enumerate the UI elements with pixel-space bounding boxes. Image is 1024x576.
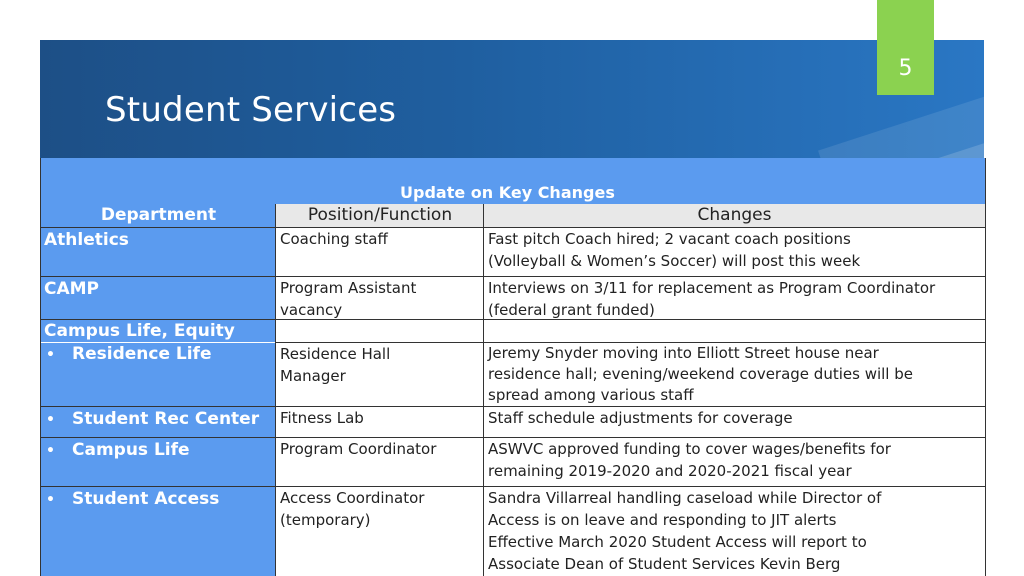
bullet-icon: • bbox=[46, 347, 55, 363]
position-line: Coaching staff bbox=[280, 230, 388, 248]
changes-line: (Volleyball & Women’s Soccer) will post this week bbox=[488, 252, 861, 270]
changes-line: remaining 2019-2020 and 2020-2021 fiscal year bbox=[488, 462, 852, 480]
table-row-changes bbox=[484, 228, 985, 276]
table-row-department bbox=[41, 407, 276, 437]
key-changes-table bbox=[40, 158, 986, 576]
changes-line: Fast pitch Coach hired; 2 vacant coach positions bbox=[488, 230, 851, 248]
table-row-position bbox=[276, 228, 484, 276]
bullet-icon: • bbox=[46, 492, 55, 508]
department-label: Campus Life bbox=[72, 440, 190, 460]
changes-line: ASWVC approved funding to cover wages/benefits for bbox=[488, 440, 891, 458]
department-label: Student Access bbox=[72, 489, 220, 509]
table-row-position bbox=[276, 277, 484, 319]
slide-number: 5 bbox=[898, 56, 913, 81]
position-line: Fitness Lab bbox=[280, 409, 364, 427]
department-label: Student Rec Center bbox=[72, 409, 260, 429]
changes-line: Associate Dean of Student Services Kevin Berg bbox=[488, 555, 841, 573]
changes-line: Staff schedule adjustments for coverage bbox=[488, 409, 793, 427]
bullet-icon: • bbox=[46, 412, 55, 428]
table-row-department: Athletics bbox=[41, 228, 276, 276]
changes-line: Access is on leave and responding to JIT alerts bbox=[488, 511, 837, 529]
table-row-position bbox=[276, 407, 484, 437]
table-row-department: CAMP bbox=[41, 277, 276, 319]
table-row-changes bbox=[484, 277, 985, 319]
changes-line: residence hall; evening/weekend coverage duties will be bbox=[488, 365, 913, 383]
table-row-changes bbox=[484, 407, 985, 437]
changes-line: spread among various staff bbox=[488, 386, 694, 404]
table-row-position bbox=[276, 343, 484, 407]
position-line: Residence Hall bbox=[280, 345, 391, 363]
grid-line bbox=[41, 276, 985, 277]
grid-line bbox=[483, 204, 484, 576]
header-position: Position/Function bbox=[276, 204, 484, 228]
table-row-department bbox=[41, 487, 276, 576]
position-line: Program Assistant bbox=[280, 279, 417, 297]
table-row-changes bbox=[484, 320, 985, 342]
bullet-icon: • bbox=[46, 443, 55, 459]
department-label: Residence Life bbox=[72, 344, 212, 364]
table-row-position bbox=[276, 487, 484, 576]
table-row-department bbox=[41, 438, 276, 486]
header-changes: Changes bbox=[484, 204, 985, 228]
table-row-changes bbox=[484, 487, 985, 576]
table-caption-row bbox=[41, 158, 985, 205]
header-department: Department bbox=[41, 204, 276, 228]
changes-line: Effective March 2020 Student Access will report to bbox=[488, 533, 867, 551]
changes-line: Jeremy Snyder moving into Elliott Street house near bbox=[488, 344, 879, 362]
position-line: Program Coordinator bbox=[280, 440, 437, 458]
changes-line: Sandra Villarreal handling caseload while Director of bbox=[488, 489, 882, 507]
slide-number-tab bbox=[877, 0, 934, 95]
position-line: Access Coordinator bbox=[280, 489, 425, 507]
table-caption: Update on Key Changes bbox=[400, 183, 615, 202]
table-row-department: Campus Life, Equity bbox=[41, 320, 276, 342]
table-row-changes bbox=[484, 343, 985, 407]
changes-line: (federal grant funded) bbox=[488, 301, 655, 319]
banner-sheen bbox=[818, 89, 984, 158]
grid-line bbox=[41, 437, 985, 438]
grid-line bbox=[41, 227, 985, 228]
grid-line bbox=[41, 486, 985, 487]
table-row-changes bbox=[484, 438, 985, 486]
grid-line bbox=[41, 406, 985, 407]
table-row-department bbox=[41, 343, 276, 407]
table-row-position bbox=[276, 320, 484, 342]
grid-line bbox=[275, 204, 276, 576]
grid-line bbox=[276, 342, 985, 343]
grid-line bbox=[41, 319, 985, 320]
position-line: Manager bbox=[280, 367, 346, 385]
slide-title: Student Services bbox=[105, 90, 397, 130]
table-row-position bbox=[276, 438, 484, 486]
position-line: vacancy bbox=[280, 301, 343, 319]
changes-line: Interviews on 3/11 for replacement as Program Coordinator bbox=[488, 279, 936, 297]
position-line: (temporary) bbox=[280, 511, 371, 529]
